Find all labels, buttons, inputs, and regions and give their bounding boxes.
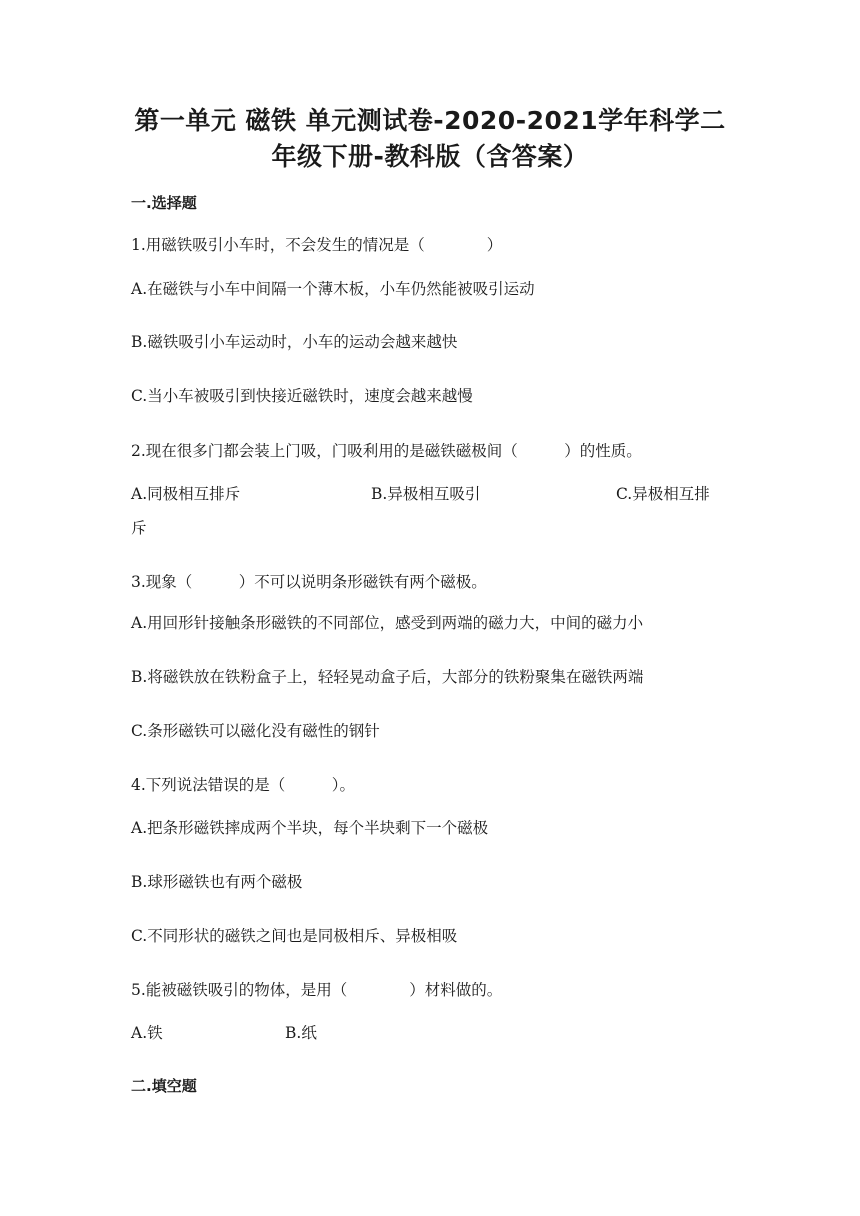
section-heading-choice: 一.选择题: [131, 194, 197, 212]
title-line-2: 年级下册-教科版（含答案）: [271, 142, 589, 171]
question-3-option-b: B.将磁铁放在铁粉盒子上，轻轻晃动盒子后，大部分的铁粉聚集在磁铁两端: [131, 668, 644, 686]
question-1-stem: 1.用磁铁吸引小车时，不会发生的情况是（ ）: [131, 236, 503, 254]
question-5-option-a: A.铁: [131, 1024, 163, 1042]
question-4-stem: 4.下列说法错误的是（ ）。: [131, 776, 356, 794]
question-4-option-a: A.把条形磁铁摔成两个半块，每个半块剩下一个磁极: [131, 819, 489, 837]
question-4-option-b: B.球形磁铁也有两个磁极: [131, 873, 303, 891]
title-line-1: 第一单元 磁铁 单元测试卷-2020-2021学年科学二: [134, 106, 726, 135]
section-heading-fill: 二.填空题: [131, 1077, 197, 1095]
question-5-stem: 5.能被磁铁吸引的物体，是用（ ）材料做的。: [131, 981, 503, 999]
question-2-option-c: C.异极相互排: [616, 485, 710, 503]
question-2-option-b: B.异极相互吸引: [371, 485, 481, 503]
question-1-option-b: B.磁铁吸引小车运动时，小车的运动会越来越快: [131, 333, 458, 351]
question-2-option-a: A.同极相互排斥: [131, 485, 241, 503]
question-2-stem: 2.现在很多门都会装上门吸，门吸利用的是磁铁磁极间（ ）的性质。: [131, 442, 642, 460]
question-4-option-c: C.不同形状的磁铁之间也是同极相斥、异极相吸: [131, 927, 458, 945]
question-3-option-a: A.用回形针接触条形磁铁的不同部位，感受到两端的磁力大，中间的磁力小: [131, 614, 644, 632]
question-1-option-c: C.当小车被吸引到快接近磁铁时，速度会越来越慢: [131, 387, 473, 405]
question-2-options-row: [131, 484, 731, 504]
question-1-option-a: A.在磁铁与小车中间隔一个薄木板，小车仍然能被吸引运动: [131, 280, 535, 298]
question-2-option-c-wrap: 斥: [131, 519, 147, 537]
question-3-stem: 3.现象（ ）不可以说明条形磁铁有两个磁极。: [131, 573, 487, 591]
question-3-option-c: C.条形磁铁可以磁化没有磁性的钢针: [131, 722, 380, 740]
question-5-option-b: B.纸: [285, 1024, 317, 1042]
document-title: [120, 103, 740, 175]
question-5-options-row: [131, 1023, 731, 1043]
